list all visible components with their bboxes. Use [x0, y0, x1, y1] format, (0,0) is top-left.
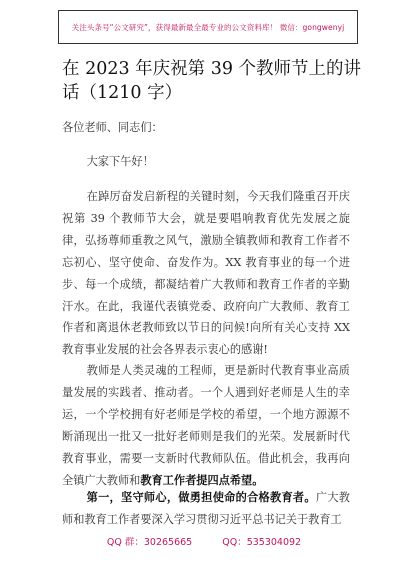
header-banner — [58, 10, 358, 44]
paragraph-3-heading: 第一，坚守师心，做勇担使命的合格教育者。 — [86, 490, 316, 504]
paragraph-3 — [62, 487, 350, 531]
paragraph-2 — [62, 360, 350, 491]
document-title: 在 2023 年庆祝第 39 个教师节上的讲话（1210 字） — [62, 59, 362, 103]
paragraph-3-text: 广大教师和教育工作者要深入学习贯彻习近平总书记关于教育工 — [62, 491, 350, 526]
greeting: 大家下午好！ — [86, 155, 154, 168]
footer-qq-group: QQ 群：30265665 — [106, 537, 193, 548]
footer-qq: QQ：535304092 — [222, 537, 302, 548]
footer-contact — [0, 534, 408, 554]
paragraph-1: 在踔厉奋发启新程的关键时刻，今天我们隆重召开庆祝第 39 个教师节大会，就是要唱响教育优先发展之旋律，弘扬尊师重教之风气，激励全镇教师和教育工作者不忘初心、坚守使命、奋发作为。XX 教育事业的每一个进步、每一个成绩，都凝结着广大教师和教育工作者的辛勤汗水。在此，我谨代表镇党委、政府向广大教师、教育工作者和离退休老教师致以节日的问候!向所有关心支持 XX 教育事业发展的社会各界表示衷心的感谢! — [62, 190, 350, 357]
salutation: 各位老师、同志们： — [62, 121, 163, 134]
paragraph-2-emphasis: 教育工作者提四点希望。 — [140, 472, 264, 487]
paragraph-2-text: 教师是人类灵魂的工程师，更是新时代教育事业高质量发展的实践者、推动者。一个人遇到好老师是人生的幸运，一个学校拥有好老师是学校的希望，一个地方源源不断涌现出一批又一批好老师则是我们的光荣。发展新时代教育事业，需要一支新时代教师队伍。借此机会，我再向全镇广大教师和 — [62, 364, 350, 487]
banner-text: 关注头条号“公文研究”，获得最新最全最专业的公文资料库！ 微信：gongwenyj — [71, 22, 345, 32]
